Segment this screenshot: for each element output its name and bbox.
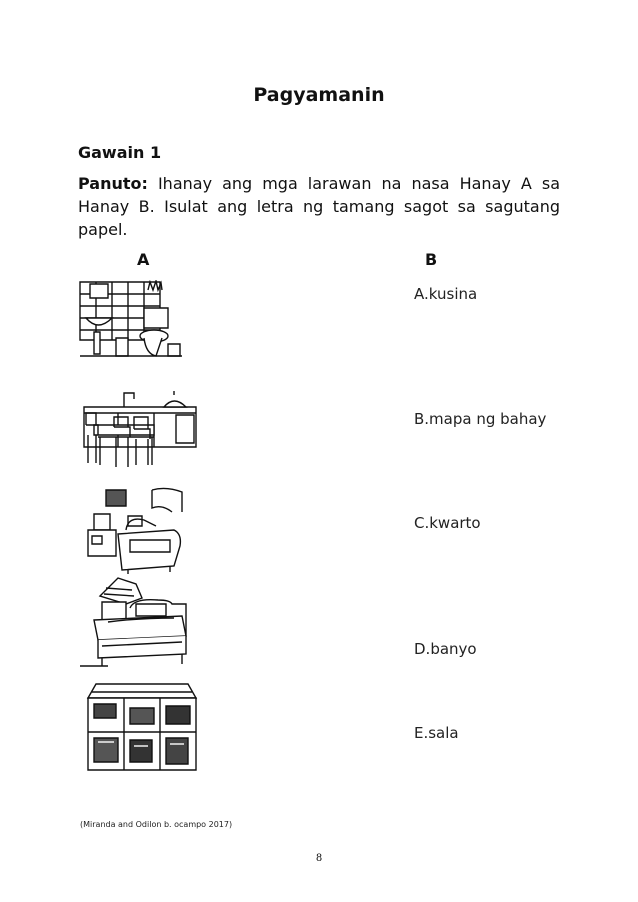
page-number: 8	[315, 853, 323, 864]
column-b-header: B	[425, 250, 438, 269]
column-a-header: A	[137, 250, 150, 269]
house-floor-plan-icon	[78, 680, 202, 776]
choice-b: B.mapa ng bahay	[414, 410, 547, 428]
instructions-text: Ihanay ang mga larawan na nasa Hanay A sa Hanay B. Isulat ang letra ng tamang sagot sa sagutang papel.	[78, 174, 560, 239]
choice-e: E.sala	[414, 724, 459, 742]
choice-a: A.kusina	[414, 285, 478, 303]
choice-d: D.banyo	[414, 640, 477, 658]
image-credit: (Miranda and Odilon b. ocampo 2017)	[80, 820, 233, 829]
kitchen-icon	[78, 385, 202, 471]
page-title: Pagyamanin	[253, 84, 385, 106]
instructions	[78, 172, 560, 241]
choice-c: C.kwarto	[414, 514, 481, 532]
instructions-label: Panuto:	[78, 174, 148, 193]
bedroom-icon	[78, 574, 202, 670]
activity-title: Gawain 1	[78, 143, 162, 162]
living-room-icon	[78, 486, 202, 574]
bathroom-icon	[78, 280, 202, 362]
